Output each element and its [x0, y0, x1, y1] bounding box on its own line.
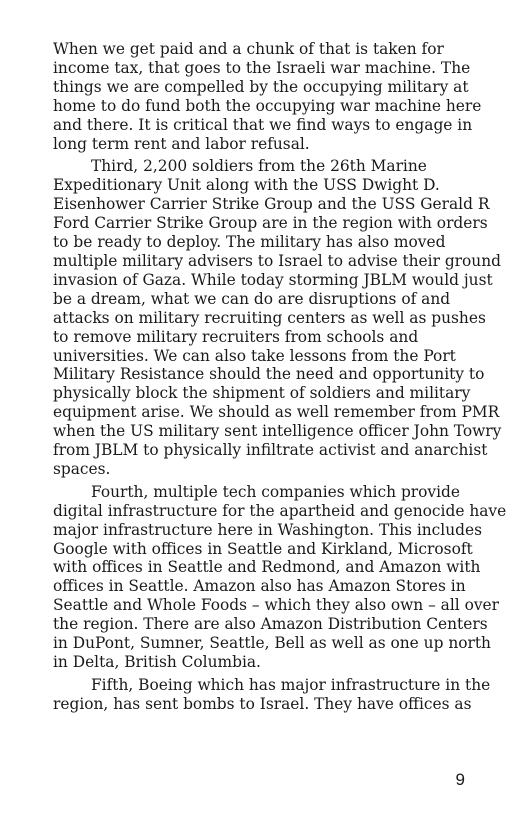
- text-line: When we get paid and a chunk of that is taken for: [53, 40, 444, 58]
- text-line: Ford Carrier Strike Group are in the region with orders: [53, 214, 488, 233]
- text-line: invasion of Gaza. While today storming JBLM would just: [53, 270, 493, 289]
- text-line: long term rent and labor refusal.: [53, 134, 310, 153]
- text-line: physically block the shipment of soldiers and military: [53, 384, 471, 403]
- text-line: income tax, that goes to the Israeli war machine. The: [53, 58, 471, 77]
- text-line: region, has sent bombs to Israel. They have offices as: [53, 694, 472, 713]
- text-line: major infrastructure here in Washington. This includes: [53, 520, 482, 539]
- paragraph-fifth: [53, 676, 489, 714]
- body-text: [53, 40, 507, 718]
- text-line: with offices in Seattle and Redmond, and Amazon with: [53, 558, 481, 577]
- paragraph-third: [53, 157, 502, 478]
- text-line: attacks on military recruiting centers as well as pushes: [53, 308, 486, 327]
- text-line: in Delta, British Columbia.: [53, 653, 261, 671]
- text-line: spaces.: [53, 459, 111, 478]
- text-line: things we are compelled by the occupying military at: [53, 77, 469, 96]
- text-line: Fourth, multiple tech companies which provide: [91, 482, 461, 501]
- text-line: Fifth, Boeing which has major infrastructure in the: [91, 675, 491, 694]
- text-line: multiple military advisers to Israel to advise their ground: [53, 251, 501, 270]
- text-line: digital infrastructure for the apartheid and genocide have: [53, 501, 507, 520]
- text-line: offices in Seattle. Amazon also has Amazon Stores in: [53, 577, 466, 596]
- text-line: from JBLM to physically infiltrate activist and anarchist: [53, 441, 488, 460]
- text-line: Eisenhower Carrier Strike Group and the USS Gerald R: [53, 195, 490, 214]
- paragraph-income-tax: [53, 40, 489, 153]
- text-line: Military Resistance should the need and opportunity to: [53, 365, 485, 384]
- text-line: universities. We can also take lessons from the Port: [53, 346, 456, 365]
- text-line: when the US military sent intelligence officer John Towry: [53, 422, 502, 441]
- text-line: and there. It is critical that we find ways to engage in: [53, 115, 473, 134]
- paragraph-fourth: [53, 482, 507, 672]
- text-line: to be ready to deploy. The military has also moved: [53, 233, 446, 252]
- text-line: Google with offices in Seattle and Kirkland, Microsoft: [53, 539, 473, 558]
- text-line: Seattle and Whole Foods – which they also own – all over: [53, 596, 500, 615]
- text-line: to remove military recruiters from schools and: [53, 327, 419, 346]
- text-line: Expeditionary Unit along with the USS Dwight D.: [53, 176, 440, 195]
- text-line: in DuPont, Sumner, Seattle, Bell as well as one up north: [53, 634, 491, 653]
- text-line: Third, 2,200 soldiers from the 26th Marine: [91, 157, 427, 176]
- text-line: the region. There are also Amazon Distribution Centers: [53, 615, 488, 634]
- text-line: equipment arise. We should as well remember from PMR: [53, 403, 500, 422]
- text-line: be a dream, what we can do are disruptions of and: [53, 289, 451, 308]
- page-number: 9: [455, 770, 465, 789]
- text-line: home to do fund both the occupying war machine here: [53, 96, 482, 115]
